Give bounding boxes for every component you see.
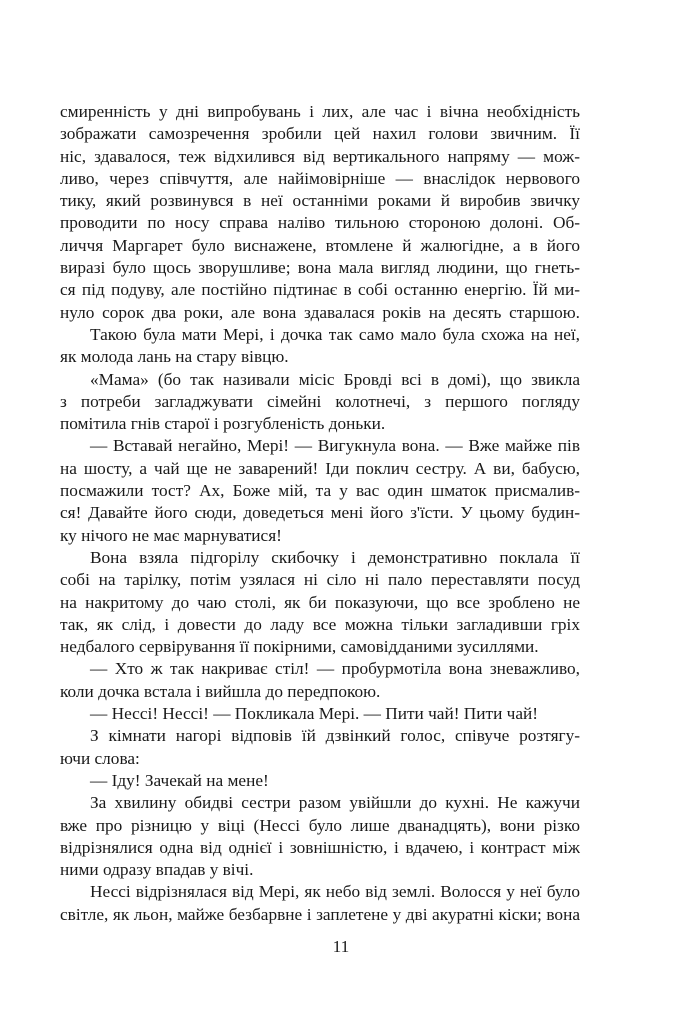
text-line: За хвилину обидві сестри разом увійшли до кухні. Не кажучи <box>90 793 580 813</box>
text-line: собі на тарілку, потім узялася ні сіло ні пало переставляти посуд <box>60 570 580 590</box>
text-line: відрізнялися одна від однієї і зовнішністю, і вдачею, і контраст між <box>60 837 580 857</box>
text-line: Такою була мати Мері, і дочка так само мало була схожа на неї, <box>90 324 580 344</box>
text-line: личчя Маргарет було виснажене, втомлене й жалюгідне, а в його <box>60 235 580 255</box>
text-line: так, як слід, і довести до ладу все можна тільки загладивши гріх <box>60 614 580 634</box>
text-line: недбалого сервірування її покірними, самовідданими зусиллями. <box>60 637 539 657</box>
text-line: вже про різницю у віці (Нессі було лише дванадцять), вони різко <box>60 815 580 835</box>
text-line: Нессі відрізнялася від Мері, як небо від землі. Волосся у неї було <box>90 882 580 902</box>
text-line: на накритому до чаю столі, як би показуючи, що все зроблено не <box>60 592 580 612</box>
text-line: — Хто ж так накриває стіл! — пробурмотіла вона зневажливо, <box>90 659 580 679</box>
text-line: нуло сорок два роки, але вона здавалася років на десять старшою. <box>60 302 580 322</box>
text-line: помітила гнів старої і розгубленість доньки. <box>60 414 386 434</box>
text-line: зображати самозречення зробили цей нахил голови звичним. Її <box>60 124 580 144</box>
text-line: смиренність у дні випробувань і лих, але час і вічна необхідність <box>60 102 580 121</box>
text-line: на шосту, а чай ще не заварений! Іди поклич сестру. А ви, бабусю, <box>60 458 580 478</box>
text-line: коли дочка встала і вийшла до передпокою. <box>60 681 381 701</box>
text-line: Вона взяла підгорілу скибочку і демонстративно поклала її <box>90 547 580 567</box>
text-line: як молода лань на стару вівцю. <box>60 347 289 367</box>
text-line: — Вставай негайно, Мері! — Вигукнула вона. — Вже майже пів <box>90 436 580 456</box>
text-line: тику, який розвинувся в неї останніми роками й виробив звичку <box>60 191 580 211</box>
text-line: з потреби загладжувати сімейні колотнечі, з першого погляду <box>60 391 580 411</box>
text-line: виразі було щось зворушливе; вона мала вигляд людини, що гнеть- <box>60 258 580 278</box>
text-line: — Іду! Зачекай на мене! <box>90 770 269 790</box>
text-line: посмажили тост? Ах, Боже мій, та у вас один шматок присмалив- <box>60 481 580 501</box>
text-line: світле, як льон, майже безбарвне і заплетене у дві акуратні кіски; вона <box>60 904 580 924</box>
body-text <box>60 101 580 926</box>
text-line: З кімнати нагорі відповів їй дзвінкий голос, співуче розтягу- <box>90 726 580 746</box>
text-line: ними одразу впадав у вічі. <box>60 860 254 880</box>
text-line: ся! Давайте його сюди, доведеться мені його з'їсти. У цьому будин- <box>60 503 580 523</box>
text-line: ся під подуву, але постійно підтинає в собі останню енергію. Їй ми- <box>60 280 580 300</box>
text-line: проводити по носу справа наліво тильною стороною долоні. Об- <box>60 213 580 233</box>
text-line: «Мама» (бо так називали місіс Бровді всі в домі), що звикла <box>90 369 580 389</box>
text-line: ливо, через співчуття, але найімовірніше — внаслідок нервового <box>60 168 580 188</box>
text-line: ніс, здавалося, теж відхилився від вертикального напряму — мож- <box>60 146 580 166</box>
text-line: ючи слова: <box>60 748 140 768</box>
page-number: 11 <box>332 937 350 956</box>
text-line: ку нічого не має марнуватися! <box>60 525 282 545</box>
text-line: — Нессі! Нессі! — Покликала Мері. — Пити чай! Пити чай! <box>90 704 538 724</box>
